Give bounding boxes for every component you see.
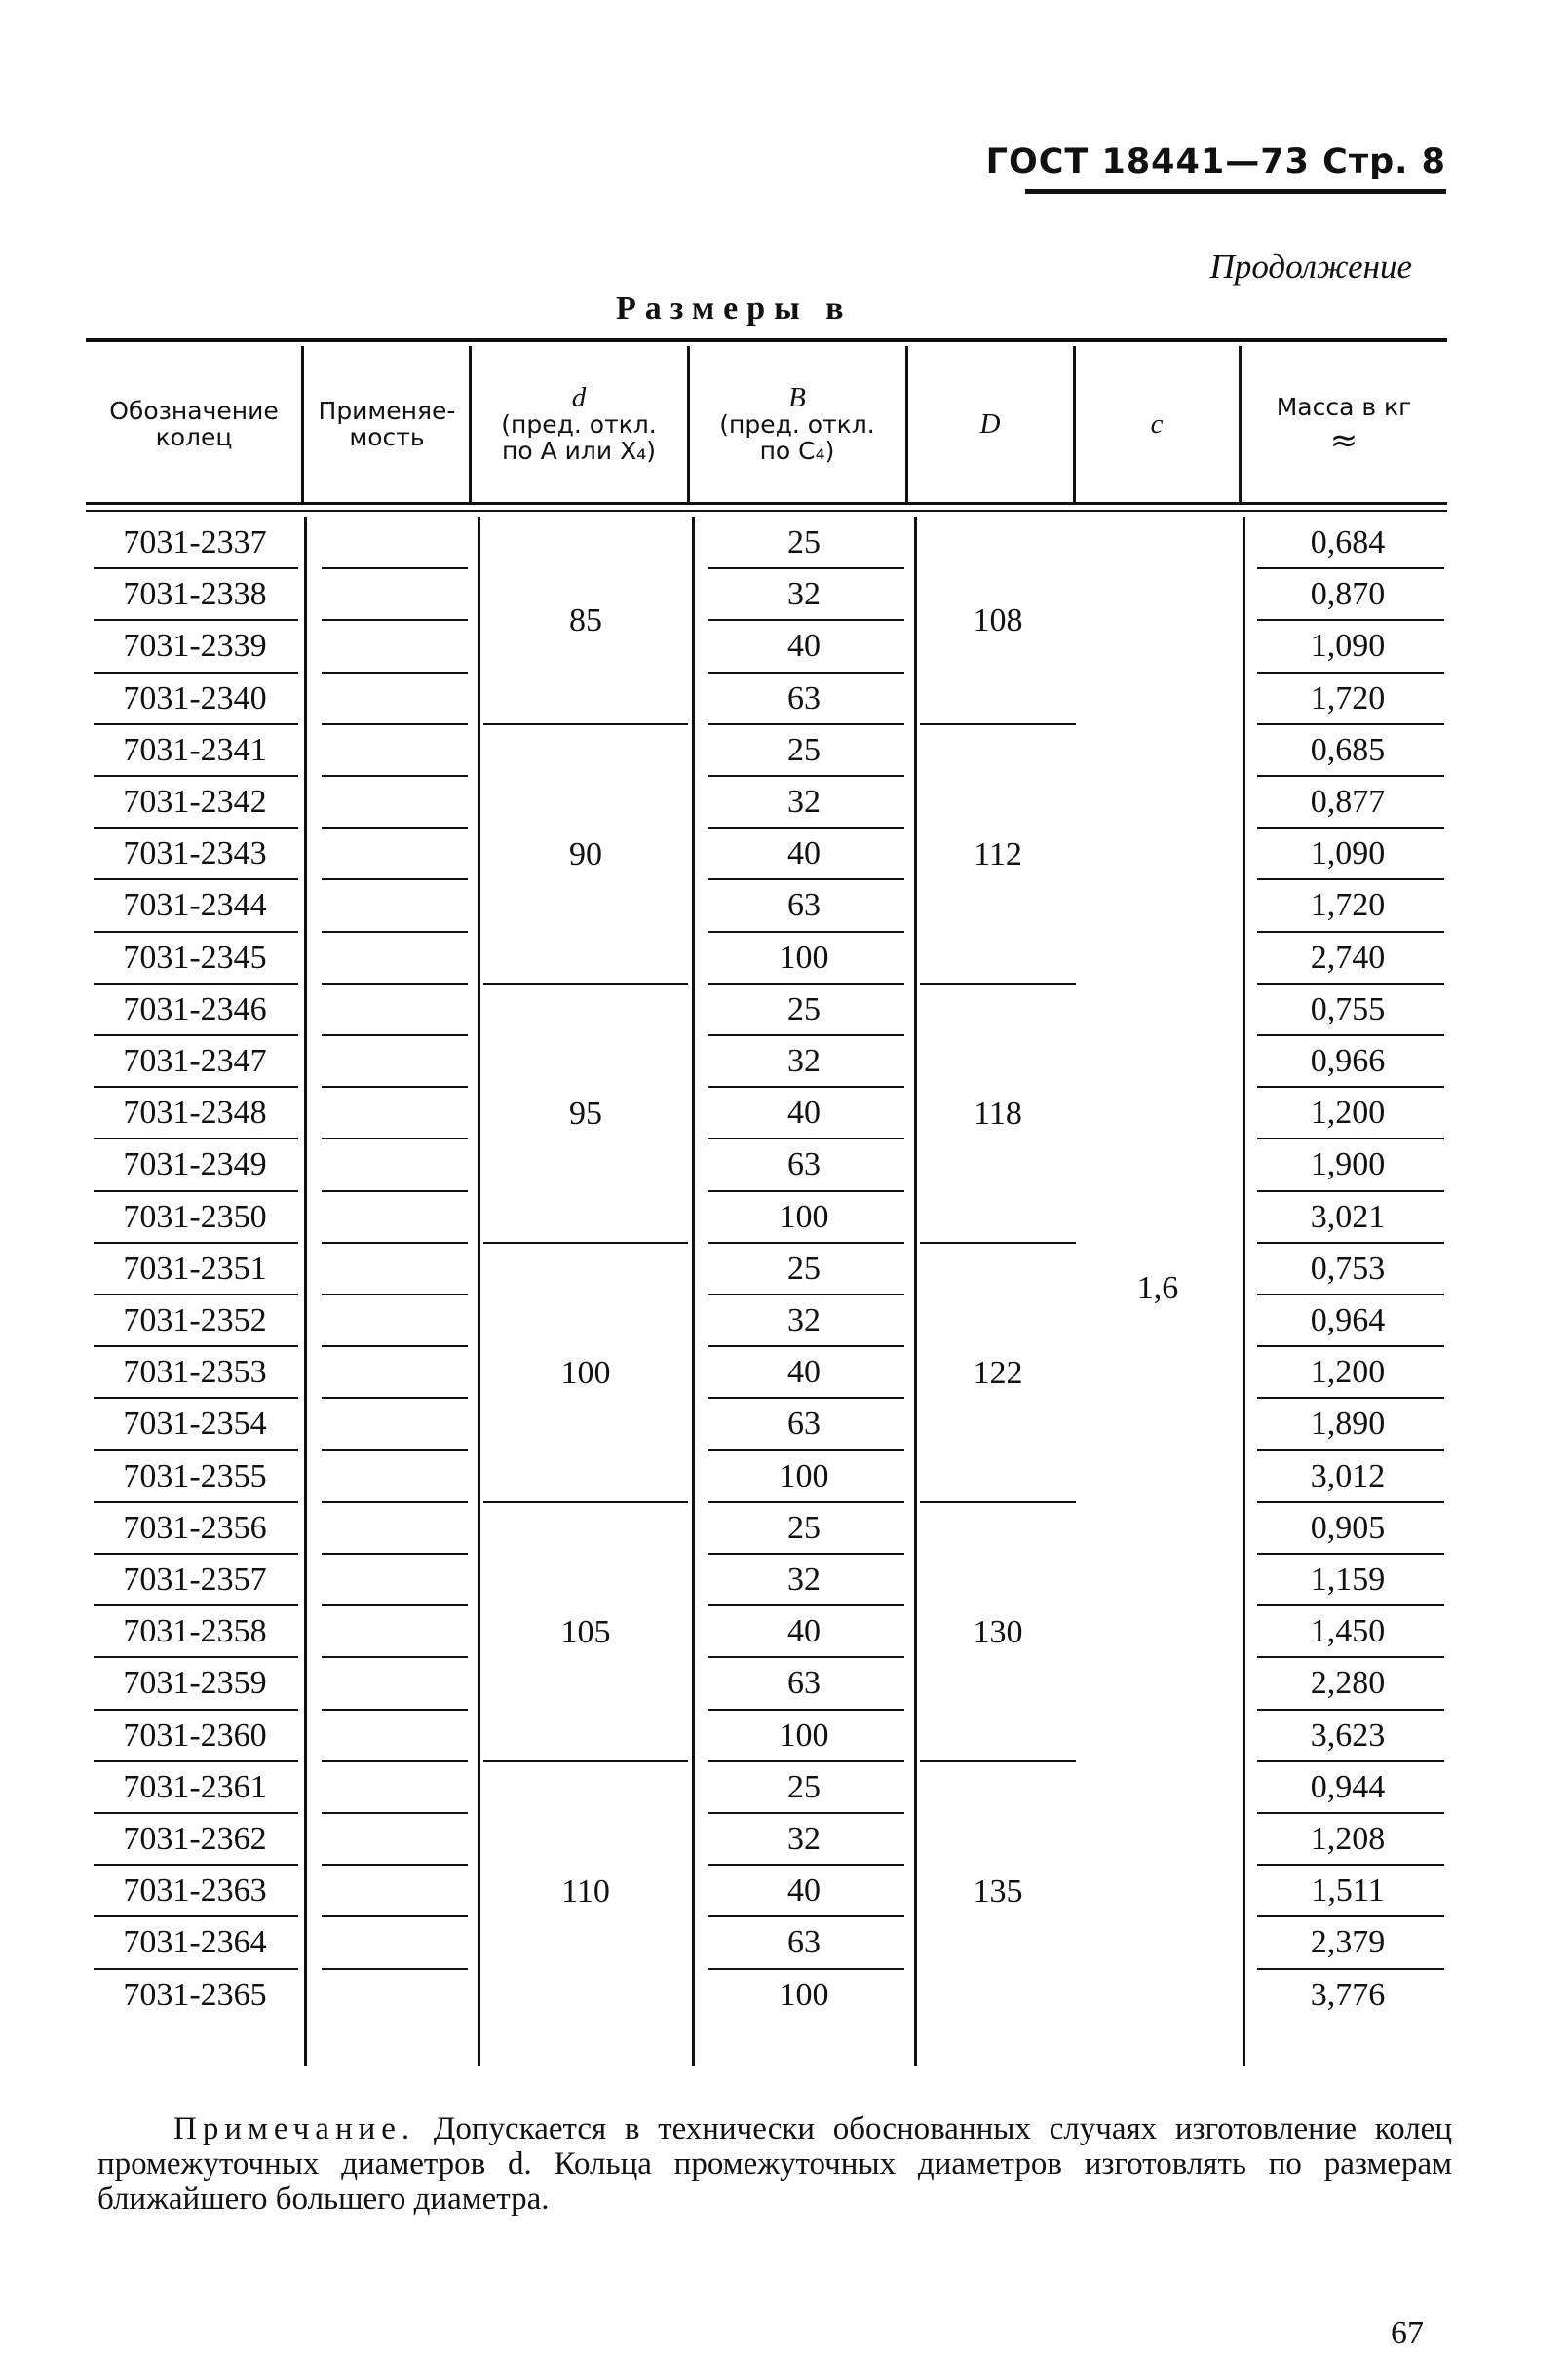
b-value-cell: 100 [779,939,829,976]
page-label: Стр. 8 [1322,142,1446,181]
mass-value-cell: 1,720 [1310,887,1386,924]
row-rule [322,1397,468,1399]
row-rule [322,1968,468,1970]
ring-code-cell: 7031-2357 [123,1562,267,1598]
col-divider [301,346,304,502]
D-value-cell [918,985,1078,1244]
mass-value-cell: 3,623 [1310,1717,1386,1754]
b-value-cell: 63 [787,679,821,716]
mass-value-cell: 2,740 [1310,939,1386,976]
row-rule [322,619,468,621]
col-divider [1073,346,1076,502]
row-rule [322,723,468,725]
b-value-cell: 40 [787,1354,821,1391]
header-bottom-rule-2 [86,510,1447,512]
ring-code-cell: 7031-2347 [123,1043,267,1079]
mass-value-cell: 1,090 [1310,628,1386,665]
ring-code-cell: 7031-2346 [123,990,267,1027]
mass-value-cell: 2,280 [1310,1665,1386,1702]
d-value-cell [481,1762,690,2022]
d-value-cell-text: 95 [569,1095,602,1132]
D-value-cell [918,1244,1078,1503]
row-rule [322,1034,468,1036]
d-value-cell [481,1244,690,1503]
row-rule [322,1656,468,1658]
mass-value-cell: 0,877 [1310,784,1386,820]
d-value-cell [481,725,690,985]
ring-code-cell: 7031-2339 [123,628,267,665]
mass-value-cell: 1,090 [1310,835,1386,872]
row-rule [322,1915,468,1917]
header-D: D [979,407,1001,440]
d-value-cell-text: 105 [560,1613,611,1650]
row-rule [322,878,468,880]
row-rule [322,1760,468,1762]
b-value-cell: 32 [787,1821,821,1857]
mass-value-cell: 3,021 [1310,1198,1386,1235]
b-value-cell: 25 [787,1768,821,1805]
col-divider [692,517,695,2066]
mass-value-cell: 1,890 [1310,1406,1386,1443]
ring-code-cell: 7031-2343 [123,835,267,872]
mass-value-cell: 0,964 [1310,1302,1386,1338]
ring-code-cell: 7031-2352 [123,1302,267,1338]
row-rule [322,1812,468,1814]
header-b: B (пред. откл. по C₄) [719,381,875,465]
b-value-cell: 40 [787,628,821,665]
d-value-cell [481,985,690,1244]
header-d: d (пред. откл. по А или X₄) [501,381,657,465]
row-rule [322,1190,468,1192]
b-value-cell: 32 [787,784,821,820]
row-rule [322,827,468,829]
ring-code-cell: 7031-2350 [123,1198,267,1235]
col-divider [469,346,472,502]
D-value-cell-text: 108 [973,602,1023,639]
D-value-cell-text: 112 [974,835,1022,872]
ring-code-cell: 7031-2354 [123,1406,267,1443]
D-value-cell [918,1762,1078,2022]
row-rule [322,775,468,777]
col-divider [1243,517,1245,2066]
D-value-cell-text: 122 [973,1354,1023,1391]
mass-value-cell: 1,159 [1310,1562,1386,1598]
ring-code-cell: 7031-2351 [123,1250,267,1287]
col-divider [905,346,908,502]
D-value-cell-text: 118 [974,1095,1022,1132]
ring-code-cell: 7031-2341 [123,731,267,768]
continuation-label: Продолжение [1209,248,1412,286]
b-value-cell: 25 [787,731,821,768]
mass-value-cell: 1,511 [1311,1873,1385,1910]
row-rule [322,983,468,985]
header-rule [1025,189,1446,194]
header-bottom-rule [86,502,1447,505]
row-rule [322,931,468,933]
b-value-cell: 25 [787,990,821,1027]
ring-code-cell: 7031-2360 [123,1717,267,1754]
b-value-cell: 40 [787,1613,821,1650]
row-rule [322,1449,468,1451]
col-divider [1239,346,1242,502]
mass-value-cell: 1,208 [1310,1821,1386,1857]
ring-code-cell: 7031-2338 [123,576,267,613]
mass-value-cell: 0,755 [1310,990,1386,1027]
col-divider [478,517,480,2066]
D-value-cell-text: 135 [973,1873,1023,1910]
b-value-cell: 32 [787,1043,821,1079]
col-divider [914,517,917,2066]
ring-code-cell: 7031-2340 [123,679,267,716]
b-value-cell: 40 [787,1095,821,1132]
b-value-cell: 63 [787,887,821,924]
mass-value-cell: 0,753 [1310,1250,1386,1287]
d-value-cell-text: 90 [569,835,602,872]
ring-code-cell: 7031-2361 [123,1768,267,1805]
row-rule [322,1864,468,1866]
b-value-cell: 32 [787,1562,821,1598]
header-designation: Обозначение колец [109,397,279,451]
mass-value-cell: 0,944 [1310,1768,1386,1805]
mass-value-cell: 1,200 [1310,1354,1386,1391]
b-value-cell: 25 [787,1509,821,1546]
d-value-cell-text: 100 [560,1354,611,1391]
ring-code-cell: 7031-2349 [123,1146,267,1183]
ring-code-cell: 7031-2344 [123,887,267,924]
ring-code-cell: 7031-2364 [123,1924,267,1961]
mass-value-cell: 2,379 [1310,1924,1386,1961]
d-value-cell [481,1503,690,1762]
mass-value-cell: 1,720 [1310,679,1386,716]
row-rule [322,1242,468,1244]
mass-value-cell: 0,685 [1310,731,1386,768]
ring-code-cell: 7031-2355 [123,1457,267,1494]
header-mass: Масса в кг ≈ [1276,393,1412,460]
b-value-cell: 63 [787,1924,821,1961]
b-value-cell: 100 [779,1198,829,1235]
ring-code-cell: 7031-2345 [123,939,267,976]
b-value-cell: 100 [779,1717,829,1754]
header-c: c [1150,407,1164,440]
ring-code-cell: 7031-2356 [123,1509,267,1546]
ring-code-cell: 7031-2353 [123,1354,267,1391]
mass-value-cell: 1,450 [1310,1613,1386,1650]
ring-code-cell: 7031-2337 [123,524,267,560]
ring-code-cell: 7031-2359 [123,1665,267,1702]
b-value-cell: 40 [787,835,821,872]
b-value-cell: 25 [787,1250,821,1287]
b-value-cell: 63 [787,1406,821,1443]
mass-value-cell: 0,966 [1310,1043,1386,1079]
row-rule [322,1294,468,1295]
note-label: Примечание. [173,2111,416,2146]
row-rule [322,672,468,674]
col-divider [304,517,307,2066]
b-value-cell: 32 [787,1302,821,1338]
mass-value-cell: 1,900 [1310,1146,1386,1183]
header-applicability: Применяе-мость [318,397,456,451]
mass-value-cell: 3,776 [1310,1976,1386,2013]
page-header [986,142,1446,181]
row-rule [322,1138,468,1139]
b-value-cell: 63 [787,1665,821,1702]
b-value-cell: 40 [787,1873,821,1910]
note-paragraph [97,2111,1452,2217]
col-divider [687,346,690,502]
ring-code-cell: 7031-2363 [123,1873,267,1910]
b-value-cell: 63 [787,1146,821,1183]
d-value-cell [481,518,690,725]
page-number: 67 [1391,2315,1424,2351]
ring-code-cell: 7031-2342 [123,784,267,820]
table-top-rule [86,338,1447,342]
b-value-cell: 32 [787,576,821,613]
row-rule [322,1086,468,1088]
d-value-cell-text: 85 [569,602,602,639]
D-value-cell [918,518,1078,725]
c-value-cell: 1,6 [1136,1270,1179,1306]
note-text: Допускается в технически обоснованных случаях изготовление колец промежуточных диаметров d. Кольца промежуточных диаметров изготовлять по размерам ближайшего большего диаметра. [97,2111,1452,2217]
row-rule [322,1345,468,1347]
row-rule [322,1709,468,1711]
table-title: Размеры в [616,290,853,327]
D-value-cell [918,1503,1078,1762]
row-rule [322,1553,468,1555]
b-value-cell: 100 [779,1457,829,1494]
d-value-cell-text: 110 [561,1873,610,1910]
D-value-cell [918,725,1078,985]
ring-code-cell: 7031-2365 [123,1976,267,2013]
standard-number: ГОСТ 18441—73 [985,142,1310,181]
row-rule [322,567,468,569]
mass-value-cell: 0,905 [1310,1509,1386,1546]
mass-value-cell: 0,870 [1310,576,1386,613]
mass-value-cell: 1,200 [1310,1095,1386,1132]
ring-code-cell: 7031-2362 [123,1821,267,1857]
ring-code-cell: 7031-2348 [123,1095,267,1132]
row-rule [322,1604,468,1606]
row-rule [322,1501,468,1503]
D-value-cell-text: 130 [973,1613,1023,1650]
b-value-cell: 100 [779,1976,829,2013]
mass-value-cell: 0,684 [1310,524,1386,560]
b-value-cell: 25 [787,524,821,560]
ring-code-cell: 7031-2358 [123,1613,267,1650]
mass-value-cell: 3,012 [1310,1457,1386,1494]
